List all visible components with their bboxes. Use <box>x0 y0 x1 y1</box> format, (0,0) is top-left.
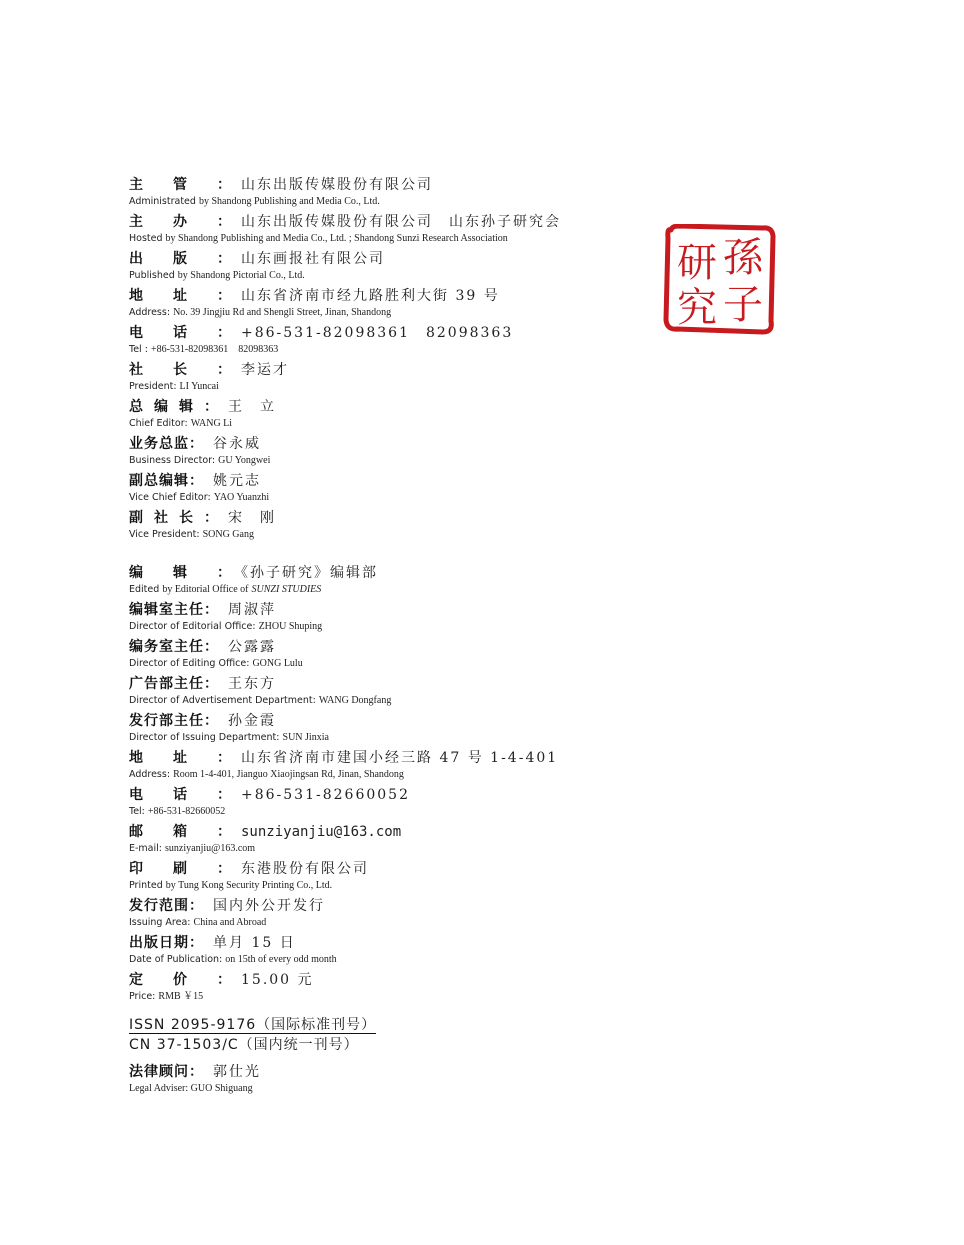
entry-label: 发行范围 <box>129 898 189 914</box>
entry-label: 出版日期 <box>129 935 189 951</box>
entry-en-value: +86-531-82098361 82098363 <box>150 344 279 355</box>
entry-label: 主办 <box>129 214 217 230</box>
cn-number: CN 37-1503/C（国内统一刊号） <box>129 1037 359 1053</box>
entry-en-label: Vice Chief Editor: <box>129 492 211 503</box>
entry-en-label: Date of Publication: <box>129 954 223 965</box>
entry-label: 副总编辑 <box>129 473 189 489</box>
entry-en-value: Legal Adviser: GUO Shiguang <box>129 1083 253 1094</box>
entry-en-label: Vice President: <box>129 529 200 540</box>
editorial-entry-issuing-area: 发行范围： 国内外公开发行 Issuing Area: China and Abroad <box>129 898 325 928</box>
entry-value: 姚元志 <box>213 473 261 489</box>
editorial-entry-address: 地址： 山东省济南市建国小经三路 47 号 1-4-401 Address: Room 1-4-401, Jianguo Xiaojingsan Rd, Jinan, Shandong <box>129 750 559 780</box>
masthead-entry-sponsor: 主办： 山东出版传媒股份有限公司 山东孙子研究会 Hosted by Shandong Publishing and Media Co., Ltd. ; Shandong Sunzi Research Association <box>129 214 561 244</box>
entry-label: 总编辑 <box>129 399 204 415</box>
masthead-entry-president: 社长： 李运才 President: LI Yuncai <box>129 362 289 392</box>
editorial-entry-edited: 编辑： 《孙子研究》编辑部 Edited by Editorial Office of SUNZI STUDIES <box>129 565 378 595</box>
entry-en-label: E-mail: <box>129 843 162 854</box>
seal-char: 研 <box>677 240 717 286</box>
issn-number: ISSN 2095-9176（国际标准刊号） <box>129 1017 377 1033</box>
entry-en-label: Tel : <box>129 344 148 355</box>
entry-value: 郭仕光 <box>213 1064 261 1080</box>
entry-value: 山东省济南市建国小经三路 47 号 1-4-401 <box>241 750 559 766</box>
entry-value: 王 立 <box>228 399 276 415</box>
masthead-entry-address: 地址： 山东省济南市经九路胜利大街 39 号 Address: No. 39 Jingjiu Rd and Shengli Street, Jinan, Shandong <box>129 288 500 318</box>
editorial-entry-editing-director: 编务室主任： 公露露 Director of Editing Office: GONG Lulu <box>129 639 303 669</box>
entry-en-value: WANG Dongfang <box>318 695 392 706</box>
entry-en-label: Printed <box>129 880 163 891</box>
entry-label: 地址 <box>129 288 217 304</box>
entry-en-value: WANG Li <box>190 418 233 429</box>
entry-value: 谷永威 <box>213 436 261 452</box>
entry-value: 李运才 <box>241 362 289 378</box>
entry-value: 山东出版传媒股份有限公司 山东孙子研究会 <box>241 214 561 230</box>
entry-label: 编辑 <box>129 565 217 581</box>
entry-value: 单月 15 日 <box>213 935 296 951</box>
entry-value: 山东出版传媒股份有限公司 <box>241 177 433 193</box>
entry-en-value: by Tung Kong Security Printing Co., Ltd. <box>165 880 333 891</box>
masthead-entry-vice-chief-editor: 副总编辑： 姚元志 Vice Chief Editor: YAO Yuanzhi <box>129 473 270 503</box>
entry-en-label: Tel: <box>129 806 145 817</box>
entry-en-value: by Editorial Office of <box>162 584 249 595</box>
entry-en-value: by Shandong Pictorial Co., Ltd. <box>177 270 305 281</box>
entry-label: 地址 <box>129 750 217 766</box>
entry-value: 《孙子研究》编辑部 <box>241 565 378 581</box>
entry-label: 电话 <box>129 325 217 341</box>
entry-value: 宋 刚 <box>228 510 276 526</box>
entry-label: 编务室主任 <box>129 639 204 655</box>
entry-label: 社长 <box>129 362 217 378</box>
entry-en-label: Price: <box>129 991 156 1002</box>
editorial-entry-email: 邮箱： sunziyanjiu@163.com E-mail: sunziyanjiu@163.com <box>129 824 402 854</box>
entry-en-value: GU Yongwei <box>218 455 271 466</box>
entry-en-value: No. 39 Jingjiu Rd and Shengli Street, Jinan, Shandong <box>173 307 392 318</box>
entry-value: +86-531-82098361 82098363 <box>241 325 514 341</box>
entry-en-value: YAO Yuanzhi <box>213 492 270 503</box>
entry-en-value: RMB ￥15 <box>158 991 204 1002</box>
seal-char: 究 <box>677 285 717 331</box>
entry-en-value: GONG Lulu <box>252 658 303 669</box>
seal-char: 子 <box>723 282 763 328</box>
entry-value: +86-531-82660052 <box>241 787 410 803</box>
entry-label: 邮箱 <box>129 824 217 840</box>
entry-en-value: +86-531-82660052 <box>147 806 226 817</box>
entry-en-label: Published <box>129 270 175 281</box>
entry-en-value: LI Yuncai <box>179 381 219 392</box>
entry-en-label: Director of Editing Office: <box>129 658 250 669</box>
email-link[interactable]: sunziyanjiu@163.com <box>241 824 402 840</box>
editorial-entry-printer: 印刷： 东港股份有限公司 Printed by Tung Kong Security Printing Co., Ltd. <box>129 861 369 891</box>
entry-en-label: President: <box>129 381 177 392</box>
entry-label: 主管 <box>129 177 217 193</box>
entry-en-value: China and Abroad <box>193 917 267 928</box>
editorial-block <box>129 562 649 1006</box>
entry-label: 业务总监 <box>129 436 189 452</box>
entry-label: 副社长 <box>129 510 204 526</box>
entry-label: 发行部主任 <box>129 713 204 729</box>
entry-value: 孙金霞 <box>228 713 276 729</box>
entry-en-value: by Shandong Publishing and Media Co., Ltd. <box>198 196 380 207</box>
seal-char: 孫 <box>723 235 763 281</box>
entry-en-label: Director of Issuing Department: <box>129 732 280 743</box>
entry-label: 定价 <box>129 972 217 988</box>
entry-en-label: Director of Advertisement Department: <box>129 695 316 706</box>
sunzi-research-seal-logo <box>663 224 776 335</box>
legal-adviser: 法律顾问： 郭仕光 Legal Adviser: GUO Shiguang <box>129 1064 261 1094</box>
entry-en-value: Room 1-4-401, Jianguo Xiaojingsan Rd, Jinan, Shandong <box>173 769 404 780</box>
masthead-entry-vice-president: 副社长： 宋 刚 Vice President: SONG Gang <box>129 510 276 540</box>
editorial-entry-price: 定价： 15.00 元 Price: RMB ￥15 <box>129 972 314 1002</box>
entry-en-label: Hosted <box>129 233 163 244</box>
entry-label: 广告部主任 <box>129 676 204 692</box>
entry-value: 山东省济南市经九路胜利大街 39 号 <box>241 288 500 304</box>
masthead-entry-supervisor: 主管： 山东出版传媒股份有限公司 Administrated by Shandong Publishing and Media Co., Ltd. <box>129 177 433 207</box>
editorial-entry-publication-date: 出版日期： 单月 15 日 Date of Publication: on 15th of every odd month <box>129 935 337 965</box>
entry-label: 法律顾问 <box>129 1064 189 1080</box>
entry-en-value: SUN Jinxia <box>282 732 329 743</box>
entry-en-value: by Shandong Publishing and Media Co., Ltd. ; Shandong Sunzi Research Association <box>165 233 508 244</box>
entry-value: 东港股份有限公司 <box>241 861 369 877</box>
entry-en-value: ZHOU Shuping <box>258 621 323 632</box>
entry-value: 王东方 <box>228 676 276 692</box>
serial-numbers <box>129 1015 649 1055</box>
editorial-entry-editorial-director: 编辑室主任： 周淑萍 Director of Editorial Office: ZHOU Shuping <box>129 602 323 632</box>
masthead-entry-chief-editor: 总编辑： 王 立 Chief Editor: WANG Li <box>129 399 276 429</box>
entry-en-label: Director of Editorial Office: <box>129 621 256 632</box>
editorial-entry-advertisement-director: 广告部主任： 王东方 Director of Advertisement Department: WANG Dongfang <box>129 676 392 706</box>
entry-value: 国内外公开发行 <box>213 898 325 914</box>
entry-label: 电话 <box>129 787 217 803</box>
masthead-entry-business-director: 业务总监： 谷永威 Business Director: GU Yongwei <box>129 436 271 466</box>
entry-en-value: on 15th of every odd month <box>225 954 337 965</box>
masthead-entry-tel: 电话： +86-531-82098361 82098363 Tel : +86-531-82098361 82098363 <box>129 325 514 355</box>
entry-en-value: sunziyanjiu@163.com <box>165 843 256 854</box>
entry-en-label: Address: <box>129 769 171 780</box>
entry-en-label: Chief Editor: <box>129 418 188 429</box>
entry-value: 15.00 元 <box>241 972 314 988</box>
editorial-entry-issuing-director: 发行部主任： 孙金霞 Director of Issuing Department: SUN Jinxia <box>129 713 329 743</box>
entry-en-label: Address: <box>129 307 171 318</box>
masthead-block <box>129 174 649 544</box>
entry-label: 印刷 <box>129 861 217 877</box>
entry-en-label: Issuing Area: <box>129 917 191 928</box>
journal-name-italic: SUNZI STUDIES <box>251 584 322 595</box>
entry-label: 出版 <box>129 251 217 267</box>
entry-label: 编辑室主任 <box>129 602 204 618</box>
entry-value: 周淑萍 <box>228 602 276 618</box>
entry-value: 公露露 <box>228 639 276 655</box>
entry-en-label: Business Director: <box>129 455 216 466</box>
entry-value: 山东画报社有限公司 <box>241 251 385 267</box>
entry-en-label: Administrated <box>129 196 196 207</box>
entry-en-label: Edited <box>129 584 160 595</box>
masthead-entry-publisher: 出版： 山东画报社有限公司 Published by Shandong Pictorial Co., Ltd. <box>129 251 385 281</box>
entry-en-value: SONG Gang <box>202 529 254 540</box>
editorial-entry-tel: 电话： +86-531-82660052 Tel: +86-531-82660052 <box>129 787 410 817</box>
